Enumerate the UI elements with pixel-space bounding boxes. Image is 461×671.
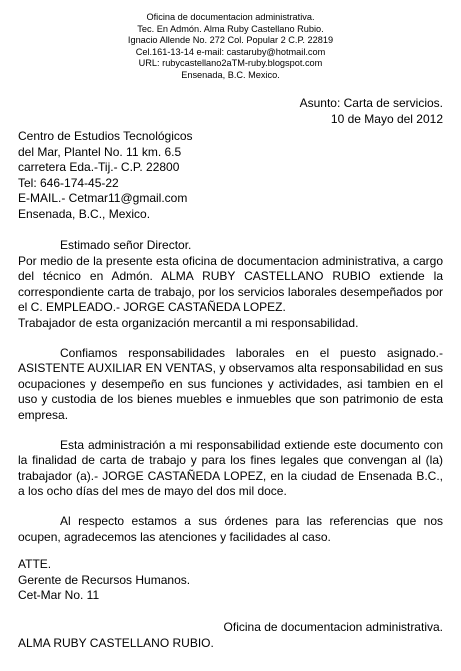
salutation: Estimado señor Director. bbox=[60, 238, 192, 252]
subject-block bbox=[300, 95, 443, 127]
body-paragraph-1: Por medio de la presente esta oficina de documentacion administrativa, a cargo del técnico en Admón. ALMA RUBY CASTELLANO RUBIO extiende la correspondiente carta de trabajo, por los servicios laborales desempeñados por el C. EMPLEADO.- JORGE CASTAÑEDA LOPEZ. bbox=[18, 253, 443, 315]
letterhead-office: Oficina de documentacion administrativa. bbox=[146, 12, 315, 22]
recipient-line-2: del Mar, Plantel No. 11 km. 6.5 bbox=[18, 144, 182, 159]
letterhead bbox=[0, 12, 461, 82]
body-paragraph-1b: Trabajador de esta organización mercantil a mi responsabilidad. bbox=[18, 315, 359, 330]
recipient-line-3: carretera Eda.-Tij.- C.P. 22800 bbox=[18, 160, 180, 175]
letterhead-url: URL: rubycastellano2aTM-ruby.blogspot.com bbox=[138, 58, 323, 69]
closing-atte: ATTE. bbox=[18, 557, 52, 571]
letterhead-address: Ignacio Allende No. 272 Col. Popular 2 C.P. 22819 bbox=[127, 35, 334, 46]
recipient-block bbox=[18, 129, 193, 223]
closing-org: Cet-Mar No. 11 bbox=[18, 588, 100, 603]
signer-name: ALMA RUBY CASTELLANO RUBIO. bbox=[18, 636, 214, 650]
letterhead-contact: Cel.161-13-14 e-mail: castaruby@hotmail.com bbox=[135, 46, 326, 57]
subject-line: Asunto: Carta de servicios. bbox=[299, 96, 443, 110]
recipient-email: E-MAIL.- Cetmar11@gmail.com bbox=[18, 191, 188, 206]
recipient-city: Ensenada, B.C., Mexico. bbox=[18, 206, 151, 221]
letter-date: 10 de Mayo del 2012 bbox=[330, 112, 443, 126]
body-paragraph-4: Al respecto estamos a sus órdenes para las referencias que nos ocupen, agradecemos las atenciones y facilidades al caso. bbox=[18, 513, 443, 544]
body-paragraph-2: Confiamos responsabilidades laborales en el puesto asignado.- ASISTENTE AUXILIAR EN VENTAS, y observamos alta responsabilidad en sus ocupaciones y desempeño en sus funciones y actividades, asi tambien en el uso y custodia de los bienes muebles e inmuebles que son patrimonio de esta empresa. bbox=[18, 345, 443, 422]
closing-block bbox=[18, 557, 190, 604]
recipient-line-1: Centro de Estudios Tecnológicos bbox=[18, 129, 193, 143]
letterhead-city: Ensenada, B.C. Mexico. bbox=[181, 69, 280, 80]
letter-body bbox=[18, 238, 443, 545]
letterhead-name: Tec. En Admón. Alma Ruby Castellano Rubio. bbox=[137, 23, 324, 34]
closing-office: Oficina de documentacion administrativa. bbox=[223, 620, 443, 634]
recipient-phone: Tel: 646-174-45-22 bbox=[18, 175, 119, 190]
body-paragraph-3: Esta administración a mi responsabilidad extiende este documento con la finalidad de carta de trabajo y para los fines legales que convengan al (la) trabajador (a).- JORGE CASTAÑEDA LOPEZ, en la ciudad de Ensenada B.C., a los ocho días del mes de mayo del dos mil doce. bbox=[18, 437, 443, 499]
closing-title: Gerente de Recursos Humanos. bbox=[18, 572, 191, 587]
